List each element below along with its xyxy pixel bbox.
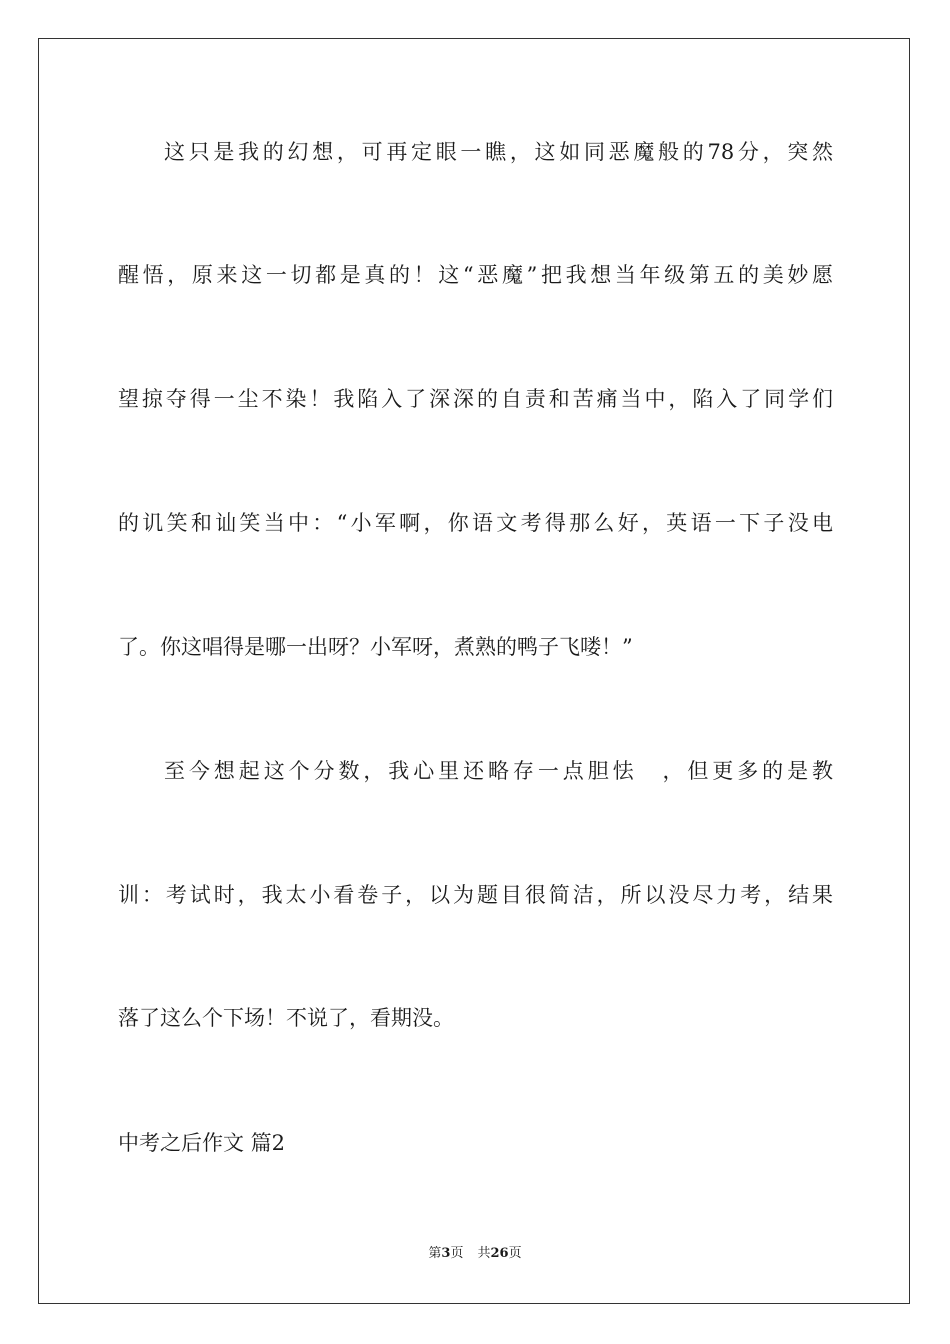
section-heading: 中考之后作文 篇2 bbox=[118, 1131, 286, 1155]
paragraph-1-line-3: 望掠夺得一尘不染！我陷入了深深的自责和苦痛当中，陷入了同学们 bbox=[118, 387, 833, 411]
paragraph-1-line-2: 醒悟，原来这一切都是真的！这“恶魔”把我想当年级第五的美妙愿 bbox=[118, 263, 833, 287]
paragraph-1-line-5: 了。你这唱得是哪一出呀？小军呀，煮熟的鸭子飞喽！” bbox=[118, 635, 633, 659]
paragraph-2-line-1: 至今想起这个分数，我心里还略存一点胆怯 ，但更多的是教 bbox=[164, 759, 833, 783]
page-footer bbox=[0, 1245, 950, 1263]
paragraph-1-line-4: 的讥笑和讪笑当中：“小军啊，你语文考得那么好，英语一下子没电 bbox=[118, 511, 833, 535]
page-current: 3 bbox=[441, 1246, 451, 1261]
page-prefix: 第 bbox=[428, 1246, 442, 1261]
paragraph-1-line-1: 这只是我的幻想，可再定眼一瞧，这如同恶魔般的78分，突然 bbox=[164, 140, 833, 164]
page-border bbox=[38, 38, 910, 1304]
total-prefix: 共 bbox=[477, 1246, 491, 1261]
page-total: 26 bbox=[490, 1246, 509, 1261]
paragraph-2-line-3: 落了这么个下场！不说了，看期没。 bbox=[118, 1006, 454, 1030]
paragraph-2-line-2: 训：考试时，我太小看卷子，以为题目很简洁，所以没尽力考，结果 bbox=[118, 883, 833, 907]
page-suffix: 页 bbox=[450, 1246, 464, 1261]
total-suffix: 页 bbox=[508, 1246, 522, 1261]
